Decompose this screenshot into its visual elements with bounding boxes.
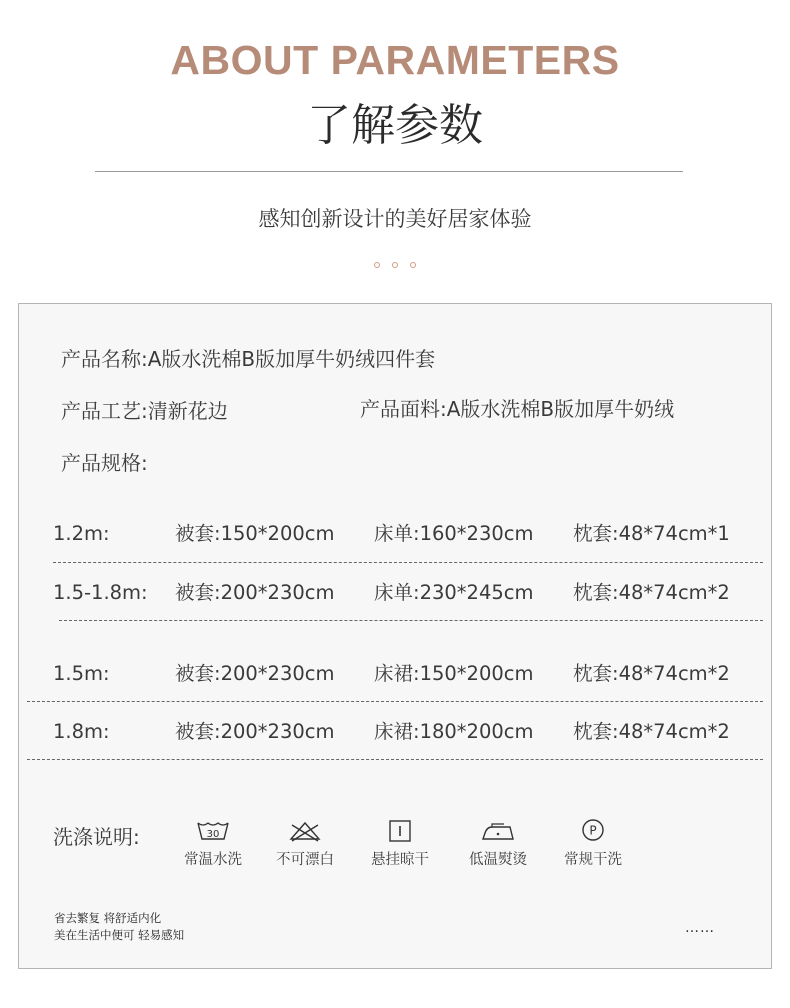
bed-skirt-spec: 床裙:150*200cm	[374, 662, 534, 685]
size-row	[19, 659, 771, 689]
subtitle: 感知创新设计的美好居家体验	[258, 207, 532, 231]
wash-item	[260, 818, 350, 870]
wash-30-icon	[195, 818, 231, 844]
duvet-cover-spec: 被套:200*230cm	[175, 581, 335, 604]
product-fabric-label: 产品面料:	[360, 397, 447, 421]
svg-text:P: P	[589, 823, 597, 838]
size-label: 1.2m:	[53, 522, 110, 545]
pillowcase-spec: 枕套:48*74cm*2	[573, 662, 730, 685]
bed-sheet-spec: 床单:230*245cm	[374, 581, 534, 604]
pillowcase-spec: 枕套:48*74cm*2	[573, 720, 730, 743]
hang-dry-icon	[382, 818, 418, 844]
dashed-divider	[53, 562, 763, 563]
wash-item-label: 常温水洗	[184, 852, 242, 868]
wash-item-label: 不可漂白	[276, 852, 334, 868]
footer-note-line2: 美在生活中便可 轻易感知	[54, 928, 185, 942]
product-name-row	[61, 345, 435, 373]
duvet-cover-spec: 被套:200*230cm	[175, 720, 335, 743]
wash-instructions-label: 洗涤说明:	[53, 825, 140, 849]
size-row	[19, 578, 771, 608]
bed-sheet-spec: 床单:160*230cm	[374, 522, 534, 545]
wash-item	[453, 818, 543, 870]
product-spec-label: 产品规格:	[61, 451, 148, 475]
parameters-panel	[18, 303, 772, 969]
wash-item	[168, 818, 258, 870]
dashed-divider	[27, 759, 763, 760]
wash-item-label: 常规干洗	[564, 852, 622, 868]
size-label: 1.8m:	[53, 720, 110, 743]
pillowcase-spec: 枕套:48*74cm*2	[573, 581, 730, 604]
no-bleach-icon	[287, 818, 323, 844]
product-craft-value: 清新花边	[147, 399, 228, 423]
wash-item-label: 悬挂晾干	[371, 852, 429, 868]
wash-item	[355, 818, 445, 870]
product-fabric-row	[360, 395, 674, 423]
duvet-cover-spec: 被套:150*200cm	[175, 522, 335, 545]
bed-skirt-spec: 床裙:180*200cm	[374, 720, 534, 743]
wash-item-label: 低温熨烫	[469, 852, 527, 868]
title-en: ABOUT PARAMETERS	[170, 37, 620, 83]
ellipsis: ……	[685, 920, 715, 936]
product-craft-label: 产品工艺:	[61, 399, 148, 423]
svg-text:30: 30	[206, 829, 220, 840]
low-iron-icon	[480, 818, 516, 844]
product-name-value: A版水洗棉B版加厚牛奶绒四件套	[147, 347, 436, 371]
pillowcase-spec: 枕套:48*74cm*1	[573, 522, 730, 545]
decorative-dots	[0, 262, 790, 268]
footer-note-line1: 省去繁复 将舒适内化	[54, 911, 162, 925]
wash-item	[548, 818, 638, 870]
title-divider	[95, 171, 683, 172]
dashed-divider	[59, 620, 763, 621]
product-fabric-value: A版水洗棉B版加厚牛奶绒	[446, 397, 675, 421]
duvet-cover-spec: 被套:200*230cm	[175, 662, 335, 685]
size-label: 1.5-1.8m:	[53, 581, 148, 604]
size-row	[19, 717, 771, 747]
size-row	[19, 519, 771, 549]
product-craft-row	[61, 397, 228, 425]
page-title: 了解参数	[307, 100, 483, 151]
dashed-divider	[27, 701, 763, 702]
product-name-label: 产品名称:	[61, 347, 148, 371]
size-label: 1.5m:	[53, 662, 110, 685]
dry-clean-p-icon	[575, 818, 611, 844]
